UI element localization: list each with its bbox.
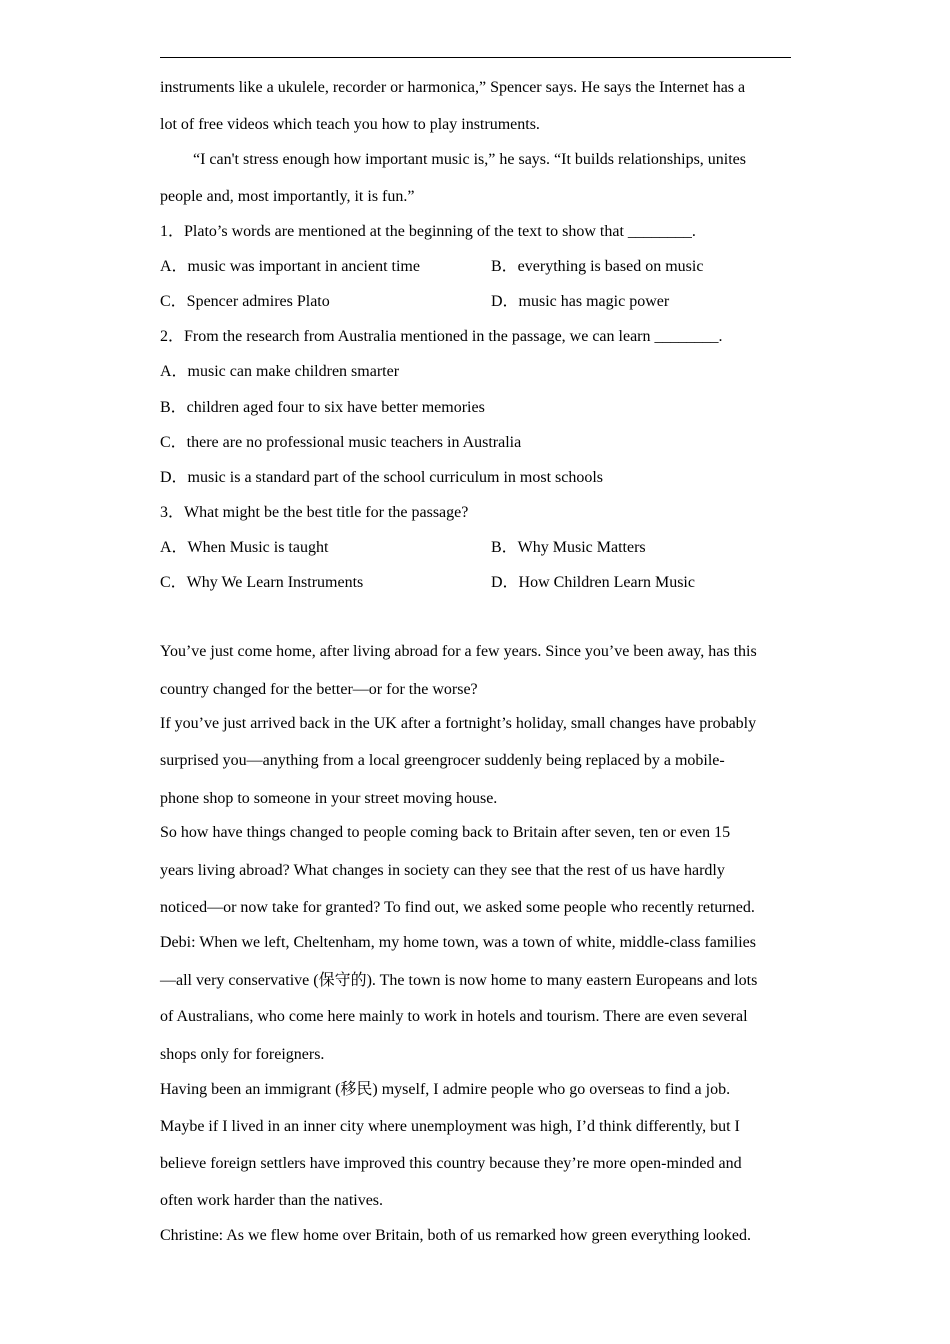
passage-line: instruments like a ukulele, recorder or harmonica,” Spencer says. He says the Internet has a [160,79,746,96]
question-1-option-d: D．music has magic power [491,293,670,310]
passage2-line: often work harder than the natives. [160,1192,384,1209]
passage2-line: Debi: When we left, Cheltenham, my home town, was a town of white, middle-class families [160,934,757,951]
passage2-line: phone shop to someone in your street moving house. [160,790,498,807]
question-1-option-b: B．everything is based on music [491,258,704,275]
passage-line: people and, most importantly, it is fun.” [160,188,415,205]
question-1-option-c: C．Spencer admires Plato [160,293,330,310]
passage2-line: If you’ve just arrived back in the UK after a fortnight’s holiday, small changes have probably [160,715,757,732]
passage2-line: Christine: As we flew home over Britain, both of us remarked how green everything looked. [160,1227,751,1244]
header-rule [160,57,791,58]
passage2-line: surprised you—anything from a local greengrocer suddenly being replaced by a mobile- [160,752,725,769]
question-2-option-c: C．there are no professional music teachers in Australia [160,434,522,451]
passage2-line: So how have things changed to people coming back to Britain after seven, ten or even 15 [160,824,731,841]
question-3-option-b: B．Why Music Matters [491,539,646,556]
passage2-line: shops only for foreigners. [160,1046,325,1063]
passage2-line: country changed for the better—or for the worse? [160,681,478,698]
question-2-option-d: D．music is a standard part of the school curriculum in most schools [160,469,604,486]
question-3-option-d: D．How Children Learn Music [491,574,695,591]
passage2-line: Having been an immigrant (移民) myself, I admire people who go overseas to find a job. [160,1081,731,1098]
question-3-option-a: A．When Music is taught [160,539,329,556]
question-2-option-b: B．children aged four to six have better memories [160,399,485,416]
passage-line: “I can't stress enough how important music is,” he says. “It builds relationships, unites [193,151,747,168]
passage2-line: years living abroad? What changes in society can they see that the rest of us have hardly [160,862,725,879]
passage2-line: noticed—or now take for granted? To find out, we asked some people who recently returned. [160,899,755,916]
passage2-line: —all very conservative (保守的). The town is now home to many eastern Europeans and lots [160,972,758,989]
question-3-stem: 3．What might be the best title for the passage? [160,504,469,521]
question-1-option-a: A．music was important in ancient time [160,258,420,275]
passage2-line: believe foreign settlers have improved this country because they’re more open-minded and [160,1155,742,1172]
question-2-stem: 2．From the research from Australia mentioned in the passage, we can learn ________. [160,328,723,345]
passage2-line: Maybe if I lived in an inner city where unemployment was high, I’d think differently, but I [160,1118,740,1135]
question-1-stem: 1．Plato’s words are mentioned at the beginning of the text to show that ________. [160,223,696,240]
question-3-option-c: C．Why We Learn Instruments [160,574,364,591]
passage2-line: You’ve just come home, after living abroad for a few years. Since you’ve been away, has this [160,643,757,660]
question-2-option-a: A．music can make children smarter [160,363,400,380]
passage-line: lot of free videos which teach you how to play instruments. [160,116,540,133]
passage2-line: of Australians, who come here mainly to work in hotels and tourism. There are even several [160,1008,748,1025]
